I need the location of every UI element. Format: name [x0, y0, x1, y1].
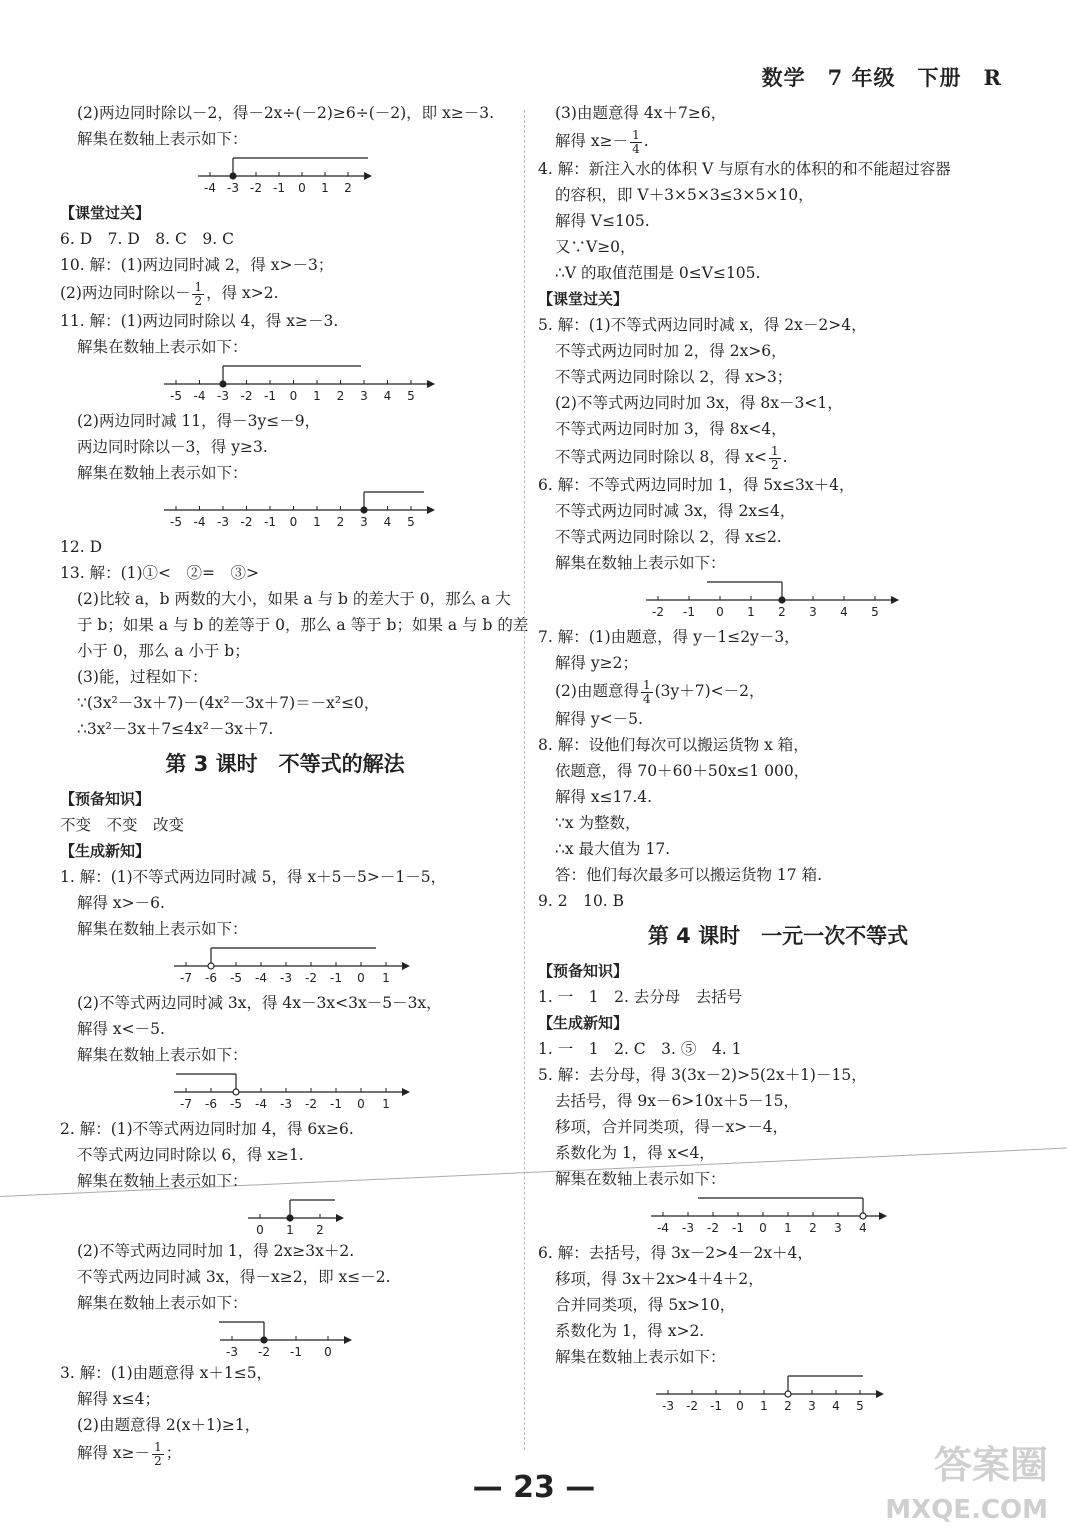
tick-label: 0: [324, 1345, 332, 1358]
tick-label: 0: [759, 1221, 767, 1235]
text-line: 不等式两边同时除以 2，得 x≤2.: [555, 528, 782, 546]
tick-label: -2: [250, 181, 262, 195]
number-line: [60, 154, 510, 198]
tick-label: -3: [217, 515, 229, 529]
axis-arrow: [427, 506, 435, 514]
text-part: 解得 x≥－: [77, 1444, 151, 1462]
tick-label: -2: [240, 515, 253, 529]
answer-line: 6. 解：去括号，得 3x－2>4－2x＋4，: [538, 1244, 813, 1262]
text-part: 解得 x≥－: [555, 132, 629, 150]
answer-line: 1. 一 1 2. 去分母 去括号: [538, 988, 743, 1006]
text-part: .: [782, 448, 788, 466]
text-line: 解集在数轴上表示如下：: [77, 920, 248, 938]
text-line: 解得 x<－5.: [77, 1020, 165, 1038]
tick-label: -2: [707, 1221, 719, 1235]
tick-label: 0: [357, 971, 365, 985]
axis-arrow: [336, 1214, 344, 1222]
tick-label: 4: [383, 389, 392, 403]
tick-label: -2: [652, 605, 664, 619]
answer-line: 6. D 7. D 8. C 9. C: [60, 230, 234, 248]
tick-label: 3: [360, 389, 368, 403]
tick-label: -4: [255, 971, 267, 985]
fraction: [152, 1441, 164, 1468]
tick-label: -5: [170, 515, 182, 529]
tick-label: 0: [289, 515, 298, 529]
fraction: [192, 281, 204, 308]
text-line: 解集在数轴上表示如下：: [77, 130, 248, 148]
text-line: 答：他们每次最多可以搬运货物 17 箱.: [555, 866, 823, 884]
tick-label: -4: [657, 1221, 669, 1235]
tick-label: -4: [193, 515, 206, 529]
text-line: (3)能，过程如下：: [77, 668, 208, 686]
tick-label: 2: [336, 389, 345, 403]
right-column: [538, 100, 1018, 1418]
answer-line: [60, 1438, 510, 1468]
endpoint-dot: [779, 597, 785, 603]
tick-label: 3: [808, 1399, 816, 1413]
tick-label: 4: [859, 1221, 867, 1235]
tick-label: 2: [344, 181, 352, 195]
tick-label: 1: [286, 1223, 294, 1236]
answer-line: 不变 不变 改变: [60, 816, 185, 834]
section-label: 【预备知识】: [60, 790, 151, 808]
answer-line: 7. 解：(1)由题意，得 y－1≤2y－3，: [538, 628, 800, 646]
text-part: 不等式两边同时除以 8，得 x<: [555, 448, 767, 466]
tick-label: 2: [809, 1221, 817, 1235]
tick-label: -3: [662, 1399, 674, 1413]
text-line: 系数化为 1，得 x>2.: [555, 1322, 705, 1340]
answer-line: [538, 676, 1018, 706]
tick-label: 5: [871, 605, 879, 619]
axis-arrow: [427, 380, 435, 388]
fraction-denominator: 2: [770, 457, 779, 472]
tick-label: 1: [382, 1097, 390, 1111]
axis-arrow: [876, 1390, 884, 1398]
tick-label: -1: [264, 389, 276, 403]
text-line: ∴x 最大值为 17.: [555, 840, 671, 858]
tick-label: -1: [290, 1345, 302, 1358]
text-line: 不等式两边同时加 2，得 2x>6，: [555, 342, 787, 360]
text-line: 解集在数轴上表示如下：: [77, 1294, 248, 1312]
text-part: (2)两边同时除以－: [60, 284, 191, 302]
endpoint-dot: [785, 1391, 791, 1397]
section-label: 【预备知识】: [538, 962, 629, 980]
text-line: (2)比较 a，b 两数的大小，如果 a 与 b 的差大于 0，那么 a 大: [77, 590, 511, 608]
text-line: 的容积，即 V＋3×5×3≤3×5×10，: [555, 186, 814, 204]
answer-line: 1. 一 1 2. C 3. ⑤ 4. 1: [538, 1040, 742, 1058]
text-line: (2)不等式两边同时加 1，得 2x≥3x＋2.: [77, 1242, 355, 1260]
fraction-numerator: 1: [154, 1439, 162, 1454]
fraction-numerator: 1: [642, 677, 651, 692]
answer-line: 1. 解：(1)不等式两边同时减 5，得 x＋5－5>－1－5，: [60, 868, 447, 886]
column-divider: [524, 110, 525, 1450]
text-line: 解集在数轴上表示如下：: [555, 1170, 726, 1188]
number-line: [538, 578, 1018, 622]
answer-line: 10. 解：(1)两边同时减 2，得 x>－3；: [60, 256, 334, 274]
text-line: 解集在数轴上表示如下：: [77, 338, 248, 356]
tick-label: -3: [280, 971, 292, 985]
number-line: [538, 1194, 1018, 1238]
answer-line: [538, 126, 1018, 156]
answer-line: 4. 解：新注入水的体积 V 与原有水的体积的和不能超过容器: [538, 160, 951, 178]
page-number: — 23 —: [472, 1470, 596, 1505]
tick-label: 4: [832, 1399, 840, 1413]
text-line: 解得 x>－6.: [77, 894, 165, 912]
axis-arrow: [344, 1336, 352, 1344]
lesson-title: 第 4 课时 一元一次不等式: [647, 924, 909, 948]
text-line: 于 b；如果 a 与 b 的差等于 0，那么 a 等于 b；如果 a 与 b 的差: [77, 616, 529, 634]
text-line: (2)由题意得 2(x＋1)≥1，: [77, 1416, 261, 1434]
fraction-denominator: 4: [642, 691, 651, 706]
text-line: 解集在数轴上表示如下：: [77, 1172, 248, 1190]
text-line: 不等式两边同时减 3x，得 2x≤4，: [555, 502, 796, 520]
endpoint-dot: [233, 1089, 239, 1095]
tick-label: 1: [747, 605, 755, 619]
text-line: 不等式两边同时除以 6，得 x≥1.: [77, 1146, 304, 1164]
fraction-denominator: 2: [194, 293, 203, 308]
tick-label: -3: [227, 181, 239, 195]
tick-label: -4: [193, 389, 206, 403]
tick-label: 2: [336, 515, 345, 529]
tick-label: -3: [280, 1097, 292, 1111]
tick-label: -7: [180, 971, 192, 985]
endpoint-dot: [361, 507, 367, 513]
tick-label: -3: [226, 1345, 238, 1358]
text-line: (2)不等式两边同时减 3x，得 4x－3x<3x－5－3x，: [77, 994, 442, 1012]
text-line: 解集在数轴上表示如下：: [77, 464, 248, 482]
answer-line: 12. D: [60, 538, 103, 556]
text-part: ；: [165, 1444, 182, 1462]
text-line: ∴3x²－3x＋7≤4x²－3x＋7.: [77, 720, 274, 738]
watermark-logo: 答案圈 MXQE.COM: [885, 1443, 1048, 1525]
tick-label: 4: [383, 515, 392, 529]
text-line: 解得 V≤105.: [555, 212, 650, 230]
number-line: [538, 1372, 1018, 1416]
answer-line: 2. 解：(1)不等式两边同时加 4，得 6x≥6.: [60, 1120, 354, 1138]
text-line: (2)不等式两边同时加 3x，得 8x－3<1，: [555, 394, 843, 412]
text-line: 不等式两边同时减 3x，得－x≥2，即 x≤－2.: [77, 1268, 391, 1286]
tick-label: -1: [710, 1399, 722, 1413]
fraction: [641, 679, 653, 706]
number-line: [60, 488, 510, 532]
tick-label: -2: [240, 389, 253, 403]
section-label: 【生成新知】: [538, 1014, 629, 1032]
text-line: ∴V 的取值范围是 0≤V≤105.: [555, 264, 761, 282]
answer-line: 5. 解：去分母，得 3(3x－2)>5(2x＋1)－15，: [538, 1066, 867, 1084]
tick-label: 3: [834, 1221, 842, 1235]
text-line: 解得 y≥2；: [555, 654, 639, 672]
fraction: [630, 129, 642, 156]
tick-label: 0: [716, 605, 724, 619]
text-line: (2)两边同时减 11，得－3y≤－9，: [77, 412, 321, 430]
text-line: 不等式两边同时除以 2，得 x>3；: [555, 368, 793, 386]
text-part: .: [643, 132, 649, 150]
tick-label: -1: [732, 1221, 744, 1235]
tick-label: -1: [273, 181, 285, 195]
tick-label: 1: [760, 1399, 768, 1413]
tick-label: -3: [682, 1221, 694, 1235]
page-header: 数学 7 年级 下册 R: [761, 65, 1002, 90]
tick-label: -2: [258, 1345, 270, 1358]
tick-label: 0: [256, 1223, 264, 1236]
number-line: [60, 1196, 510, 1236]
axis-arrow: [879, 1212, 887, 1220]
tick-label: -7: [180, 1097, 192, 1111]
text-line: ∵(3x²－3x＋7)－(4x²－3x＋7)＝－x²≤0，: [77, 694, 380, 712]
number-line: [60, 1070, 510, 1114]
tick-label: 0: [736, 1399, 744, 1413]
text-line: 依题意，得 70＋60＋50x≤1 000，: [555, 762, 810, 780]
answer-line: [60, 278, 510, 308]
text-part: (3y＋7)<－2，: [654, 682, 765, 700]
tick-label: -3: [217, 389, 229, 403]
tick-label: -5: [230, 971, 242, 985]
section-label: 【生成新知】: [60, 842, 151, 860]
tick-label: -4: [255, 1097, 267, 1111]
tick-label: -4: [204, 181, 216, 195]
text-line: (3)由题意得 4x＋7≥6，: [555, 104, 727, 122]
axis-arrow: [402, 1088, 410, 1096]
answer-line: 3. 解：(1)由题意得 x＋1≤5，: [60, 1364, 273, 1382]
tick-label: -1: [264, 515, 276, 529]
fraction-numerator: 1: [194, 279, 203, 294]
text-line: 去括号，得 9x－6>10x＋5－15，: [555, 1092, 799, 1110]
tick-label: 2: [316, 1223, 324, 1236]
text-line: 移项，得 3x＋2x>4＋4＋2，: [555, 1270, 764, 1288]
tick-label: 1: [382, 971, 390, 985]
axis-arrow: [891, 596, 899, 604]
endpoint-dot: [208, 963, 214, 969]
answer-line: 13. 解：(1)①< ②= ③>: [60, 564, 259, 582]
endpoint-dot: [261, 1337, 267, 1343]
number-line: [60, 944, 510, 988]
text-line: 小于 0，那么 a 小于 b；: [77, 642, 250, 660]
tick-label: -1: [683, 605, 695, 619]
tick-label: 3: [360, 515, 368, 529]
tick-label: -6: [205, 971, 217, 985]
text-line: 解得 x≤4；: [77, 1390, 161, 1408]
text-line: 系数化为 1，得 x<4，: [555, 1144, 715, 1162]
text-line: (2)两边同时除以－2，得－2x÷(－2)≥6÷(－2)，即 x≥－3.: [77, 104, 495, 122]
left-column: [60, 100, 529, 1468]
tick-label: 1: [321, 181, 329, 195]
tick-label: -2: [305, 971, 317, 985]
text-line: 不等式两边同时加 3，得 8x<4，: [555, 420, 787, 438]
text-line: 解集在数轴上表示如下：: [555, 1348, 726, 1366]
lesson-title: 第 3 课时 不等式的解法: [165, 752, 405, 776]
tick-label: -1: [330, 1097, 342, 1111]
endpoint-dot: [287, 1215, 293, 1221]
tick-label: -2: [305, 1097, 317, 1111]
endpoint-dot: [230, 173, 236, 179]
answer-line: 8. 解：设他们每次可以搬运货物 x 箱，: [538, 736, 809, 754]
tick-label: 1: [313, 515, 321, 529]
text-line: 解得 y<－5.: [555, 710, 643, 728]
axis-arrow: [364, 172, 372, 180]
number-line: [60, 362, 510, 406]
answer-line: 6. 解：不等式两边同时加 1，得 5x≤3x＋4，: [538, 476, 855, 494]
fraction-denominator: 4: [632, 141, 640, 156]
text-line: 解得 x≤17.4.: [555, 788, 653, 806]
text-line: 解集在数轴上表示如下：: [555, 554, 726, 572]
answer-line: 9. 2 10. B: [538, 892, 625, 910]
tick-label: 1: [784, 1221, 792, 1235]
tick-label: -1: [330, 971, 342, 985]
fraction-numerator: 1: [770, 443, 779, 458]
tick-label: 5: [407, 389, 415, 403]
tick-label: 4: [840, 605, 848, 619]
axis-arrow: [402, 962, 410, 970]
answer-line: [538, 442, 1018, 472]
tick-label: 2: [778, 605, 786, 619]
endpoint-dot: [220, 381, 226, 387]
tick-label: 0: [298, 181, 306, 195]
text-line: ∵x 为整数，: [555, 814, 641, 832]
text-part: ，得 x>2.: [206, 284, 279, 302]
tick-label: -5: [230, 1097, 242, 1111]
text-part: (2)由题意得: [555, 682, 639, 700]
tick-label: 1: [313, 389, 321, 403]
text-line: 移项，合并同类项，得－x>－4，: [555, 1118, 789, 1136]
tick-label: 0: [357, 1097, 365, 1111]
tick-label: 2: [784, 1399, 792, 1413]
fraction-denominator: 2: [154, 1453, 162, 1468]
number-line: [60, 1318, 510, 1358]
tick-label: 0: [289, 389, 298, 403]
endpoint-dot: [860, 1213, 866, 1219]
section-label: 【课堂过关】: [538, 290, 629, 308]
tick-label: 5: [407, 515, 415, 529]
tick-label: -5: [170, 389, 182, 403]
answer-line: 5. 解：(1)不等式两边同时减 x，得 2x－2>4，: [538, 316, 867, 334]
tick-label: 5: [856, 1399, 864, 1413]
answer-line: 11. 解：(1)两边同时除以 4，得 x≥－3.: [60, 312, 339, 330]
tick-label: -2: [686, 1399, 698, 1413]
fraction: [769, 445, 781, 472]
tick-label: 3: [809, 605, 817, 619]
text-line: 又∵V≥0，: [555, 238, 636, 256]
section-label: 【课堂过关】: [60, 204, 151, 222]
text-line: 合并同类项，得 5x>10，: [555, 1296, 736, 1314]
text-line: 解集在数轴上表示如下：: [77, 1046, 248, 1064]
tick-label: -6: [205, 1097, 217, 1111]
fraction-numerator: 1: [632, 127, 640, 142]
text-line: 两边同时除以－3，得 y≥3.: [77, 438, 268, 456]
